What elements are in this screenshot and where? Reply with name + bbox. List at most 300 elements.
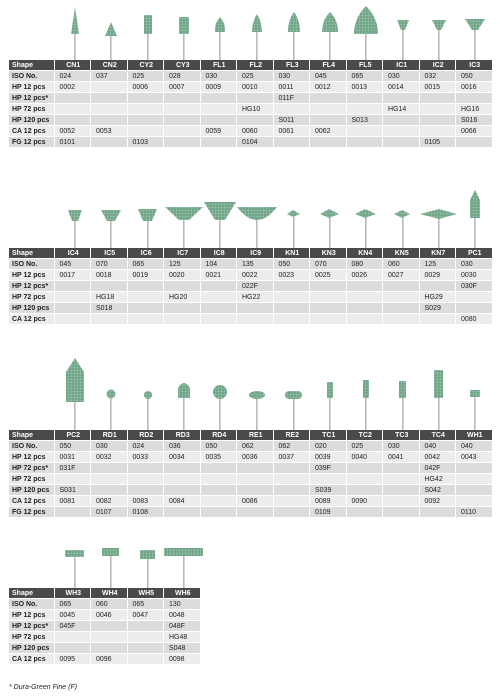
table-cell [237, 463, 274, 474]
row-label: HP 72 pcs* [9, 463, 54, 474]
table-row [9, 115, 492, 126]
table-cell: 050 [456, 71, 493, 82]
shape-code: WH4 [91, 588, 128, 599]
table-header-row [9, 588, 200, 599]
shape-code: CY2 [127, 60, 164, 71]
table-row [9, 441, 492, 452]
table-cell [419, 281, 456, 292]
table-cell: 050 [273, 259, 310, 270]
row-label: CA 12 pcs [9, 314, 54, 325]
table-cell [127, 104, 164, 115]
table-cell: 0103 [127, 137, 164, 148]
table-cell [346, 104, 383, 115]
table-cell [200, 463, 237, 474]
shape-code: CY3 [164, 60, 201, 71]
table-cell [237, 93, 274, 104]
table-cell: 0110 [456, 507, 493, 518]
table-cell: 0059 [200, 126, 237, 137]
table-cell [200, 93, 237, 104]
bur-IC9-icon [237, 207, 277, 248]
spec-table-4 [9, 588, 201, 665]
table-cell [237, 303, 274, 314]
table-row [9, 82, 492, 93]
table-cell: 045 [54, 259, 91, 270]
table-row [9, 474, 492, 485]
table-cell: 0019 [127, 270, 164, 281]
table-row [9, 137, 492, 148]
bur-CY2-icon [144, 15, 152, 60]
shape-code: IC9 [237, 248, 274, 259]
table-cell [54, 104, 91, 115]
table-cell [237, 474, 274, 485]
bur-TC3-icon [399, 381, 406, 430]
table-cell [127, 314, 164, 325]
row-label: HP 12 pcs [9, 452, 54, 463]
table-cell: 0066 [456, 126, 493, 137]
table-cell: 025 [237, 71, 274, 82]
table-cell [346, 93, 383, 104]
table-cell [419, 314, 456, 325]
table-cell [383, 496, 420, 507]
table-cell: 070 [91, 259, 128, 270]
table-cell: 0021 [200, 270, 237, 281]
row-label: ISO No. [9, 259, 54, 270]
table-cell [127, 463, 164, 474]
table-cell [200, 507, 237, 518]
table-cell [200, 474, 237, 485]
table-row [9, 507, 492, 518]
table-cell: 0060 [237, 126, 274, 137]
bur-FL2-icon [252, 14, 262, 60]
table-cell [456, 93, 493, 104]
table-cell: 0090 [346, 496, 383, 507]
bur-RD2-icon [144, 391, 152, 430]
table-cell: 0089 [310, 496, 347, 507]
shape-code: IC4 [54, 248, 91, 259]
table-cell [383, 463, 420, 474]
row-label: HP 120 pcs [9, 303, 54, 314]
table-row [9, 303, 492, 314]
table-cell [91, 281, 128, 292]
shape-code: KN5 [383, 248, 420, 259]
table-cell [346, 485, 383, 496]
table-cell [237, 115, 274, 126]
shape-code: IC1 [383, 60, 420, 71]
row-label: HP 72 pcs [9, 292, 54, 303]
table-cell: HG14 [383, 104, 420, 115]
table-cell: 0048 [164, 610, 201, 621]
table-row [9, 126, 492, 137]
table-cell [127, 632, 164, 643]
table-cell: HG22 [237, 292, 274, 303]
table-cell [164, 137, 201, 148]
table-cell: 0046 [91, 610, 128, 621]
table-cell [91, 137, 128, 148]
table-cell: 125 [419, 259, 456, 270]
table-cell [91, 82, 128, 93]
bur-CN2-icon [105, 22, 117, 60]
table-cell: 0015 [419, 82, 456, 93]
table-cell: 0033 [127, 452, 164, 463]
table-cell: 045 [310, 71, 347, 82]
bur-TC4-icon [434, 370, 443, 430]
table-cell [273, 137, 310, 148]
row-label: HP 72 pcs [9, 104, 54, 115]
bur-images-row-3 [9, 356, 493, 430]
table-cell [310, 104, 347, 115]
table-row [9, 485, 492, 496]
shape-code: RE2 [273, 430, 310, 441]
table-cell [164, 104, 201, 115]
table-cell [383, 115, 420, 126]
table-cell: 0030 [456, 270, 493, 281]
table-cell: 0023 [273, 270, 310, 281]
table-cell [127, 93, 164, 104]
table-cell: 0020 [164, 270, 201, 281]
table-cell [91, 621, 128, 632]
bur-WH5-icon [140, 550, 155, 588]
table-cell [127, 485, 164, 496]
table-cell: 125 [164, 259, 201, 270]
table-cell: 0052 [54, 126, 91, 137]
bur-WH1-icon [470, 390, 480, 430]
bur-RD3-icon [178, 383, 190, 430]
table-cell: 065 [54, 599, 91, 610]
table-cell [310, 115, 347, 126]
table-row [9, 643, 200, 654]
table-cell: 0025 [310, 270, 347, 281]
table-cell: 0011 [273, 82, 310, 93]
table-cell [127, 474, 164, 485]
table-cell: 0032 [91, 452, 128, 463]
table-cell: 0016 [456, 82, 493, 93]
bur-WH4-icon [102, 548, 119, 588]
table-cell: 0037 [273, 452, 310, 463]
row-label: Shape [9, 588, 54, 599]
table-cell [383, 126, 420, 137]
table-cell: 065 [127, 259, 164, 270]
table-cell: 0040 [346, 452, 383, 463]
table-cell [273, 496, 310, 507]
shape-code: KN1 [273, 248, 310, 259]
table-cell: 0043 [456, 452, 493, 463]
table-cell: 031F [54, 463, 91, 474]
table-cell: S039 [310, 485, 347, 496]
table-cell [54, 643, 91, 654]
table-cell: 036 [164, 441, 201, 452]
row-label: Shape [9, 430, 54, 441]
table-cell: HG29 [419, 292, 456, 303]
table-cell [127, 643, 164, 654]
shape-code: IC3 [456, 60, 493, 71]
table-cell [200, 281, 237, 292]
row-label: ISO No. [9, 599, 54, 610]
table-cell [273, 303, 310, 314]
bur-FL3-icon [288, 12, 300, 60]
table-cell [273, 281, 310, 292]
table-cell: 0098 [164, 654, 201, 665]
shape-code: PC1 [456, 248, 493, 259]
shape-code: FL1 [200, 60, 237, 71]
table-cell [237, 485, 274, 496]
table-cell: HG20 [164, 292, 201, 303]
table-cell: 030 [273, 71, 310, 82]
table-cell: 0105 [419, 137, 456, 148]
table-cell [383, 314, 420, 325]
row-label: CA 12 pcs [9, 496, 54, 507]
shape-code: KN7 [419, 248, 456, 259]
bur-images-row-4 [9, 542, 203, 588]
row-label: HP 12 pcs [9, 610, 54, 621]
table-cell [91, 474, 128, 485]
table-cell: 0083 [127, 496, 164, 507]
row-label: HP 72 pcs [9, 474, 54, 485]
table-cell [127, 281, 164, 292]
bur-chart-section-1 [9, 4, 493, 148]
shape-code: FL2 [237, 60, 274, 71]
bur-KN4-icon [355, 209, 376, 248]
table-cell: 025 [127, 71, 164, 82]
table-cell [91, 314, 128, 325]
row-label: HP 120 pcs [9, 643, 54, 654]
shape-code: FL5 [346, 60, 383, 71]
table-cell [200, 292, 237, 303]
table-cell: 030 [383, 441, 420, 452]
spec-table-2 [9, 248, 493, 325]
shape-code: RD4 [200, 430, 237, 441]
table-cell: 0035 [200, 452, 237, 463]
table-row [9, 259, 492, 270]
table-cell: 065 [127, 599, 164, 610]
table-cell [273, 474, 310, 485]
table-cell: 135 [237, 259, 274, 270]
table-cell: S018 [91, 303, 128, 314]
table-cell: 030F [456, 281, 493, 292]
table-cell [164, 93, 201, 104]
table-cell: 0107 [91, 507, 128, 518]
table-cell [273, 507, 310, 518]
bur-chart-section-4 [9, 542, 203, 665]
bur-IC4-icon [68, 210, 82, 248]
table-cell [164, 485, 201, 496]
shape-code: IC6 [127, 248, 164, 259]
table-cell [127, 621, 164, 632]
table-cell: 028 [164, 71, 201, 82]
table-cell [346, 507, 383, 518]
table-cell: 0053 [91, 126, 128, 137]
table-cell [200, 496, 237, 507]
table-row [9, 281, 492, 292]
table-cell: 040 [456, 441, 493, 452]
table-row [9, 632, 200, 643]
table-cell: 0109 [310, 507, 347, 518]
table-cell [164, 281, 201, 292]
bur-KN3-icon [320, 209, 339, 248]
row-label: HP 12 pcs [9, 82, 54, 93]
table-cell [273, 292, 310, 303]
shape-code: PC2 [54, 430, 91, 441]
table-cell: 0022 [237, 270, 274, 281]
table-cell [346, 474, 383, 485]
row-label: HP 120 pcs [9, 115, 54, 126]
table-cell: HG18 [91, 292, 128, 303]
table-cell [54, 292, 91, 303]
table-cell: 060 [383, 259, 420, 270]
table-cell: 020 [310, 441, 347, 452]
shape-code: RD2 [127, 430, 164, 441]
table-cell: 0029 [419, 270, 456, 281]
table-row [9, 71, 492, 82]
table-cell [91, 485, 128, 496]
spec-table-1 [9, 60, 493, 148]
table-cell [383, 474, 420, 485]
table-cell: 0006 [127, 82, 164, 93]
table-cell: S029 [419, 303, 456, 314]
table-cell: 0101 [54, 137, 91, 148]
bur-CY3-icon [179, 17, 189, 60]
shape-code: IC7 [164, 248, 201, 259]
table-cell: 0042 [419, 452, 456, 463]
bur-RD1-icon [107, 390, 116, 431]
table-cell [310, 137, 347, 148]
bur-RE1-icon [249, 391, 265, 430]
table-cell [419, 507, 456, 518]
table-cell [383, 137, 420, 148]
table-row [9, 654, 200, 665]
table-cell: 0007 [164, 82, 201, 93]
footnote: * Dura-Green Fine (F) [9, 684, 78, 691]
table-cell: HG48 [164, 632, 201, 643]
table-row [9, 463, 492, 474]
table-cell: 030 [91, 441, 128, 452]
table-cell: 0104 [237, 137, 274, 148]
table-cell [419, 93, 456, 104]
shape-code: RD3 [164, 430, 201, 441]
table-cell: 130 [164, 599, 201, 610]
table-cell: 0092 [419, 496, 456, 507]
row-label: Shape [9, 60, 54, 71]
bur-CN1-icon [71, 7, 79, 60]
row-label: CA 12 pcs [9, 654, 54, 665]
table-cell [346, 281, 383, 292]
table-cell [273, 314, 310, 325]
row-label: Shape [9, 248, 54, 259]
shape-code: TC3 [383, 430, 420, 441]
table-cell: 030 [456, 259, 493, 270]
table-cell [456, 137, 493, 148]
table-cell [164, 314, 201, 325]
shape-code: FL4 [310, 60, 347, 71]
table-cell: 080 [346, 259, 383, 270]
shape-code: RE1 [237, 430, 274, 441]
bur-IC3-icon [465, 19, 485, 60]
shape-code: IC2 [419, 60, 456, 71]
table-cell [310, 474, 347, 485]
row-label: ISO No. [9, 71, 54, 82]
table-cell [54, 93, 91, 104]
table-cell [127, 115, 164, 126]
table-cell: 050 [54, 441, 91, 452]
table-cell [273, 485, 310, 496]
bur-FL1-icon [215, 17, 225, 60]
bur-IC6-icon [138, 209, 157, 248]
bur-PC1-icon [470, 190, 480, 248]
bur-WH3-icon [65, 550, 84, 588]
table-cell [346, 137, 383, 148]
table-cell: 0012 [310, 82, 347, 93]
bur-IC8-icon [204, 202, 236, 248]
table-header-row [9, 248, 492, 259]
table-cell [127, 292, 164, 303]
row-label: HP 120 pcs [9, 485, 54, 496]
row-label: HP 72 pcs [9, 632, 54, 643]
table-cell: 104 [200, 259, 237, 270]
table-cell [164, 507, 201, 518]
row-label: ISO No. [9, 441, 54, 452]
table-cell [237, 507, 274, 518]
shape-code: WH3 [54, 588, 91, 599]
table-cell [164, 474, 201, 485]
table-cell [456, 485, 493, 496]
table-cell [54, 281, 91, 292]
table-cell [383, 507, 420, 518]
table-cell [200, 137, 237, 148]
table-cell: 0017 [54, 270, 91, 281]
table-cell [456, 463, 493, 474]
table-cell: 0041 [383, 452, 420, 463]
table-cell [91, 632, 128, 643]
table-cell: S016 [456, 115, 493, 126]
table-cell: 060 [91, 599, 128, 610]
table-cell [237, 314, 274, 325]
table-cell [54, 474, 91, 485]
bur-images-row-2 [9, 190, 493, 248]
shape-code: WH1 [456, 430, 493, 441]
table-cell [383, 303, 420, 314]
table-cell [127, 654, 164, 665]
table-row [9, 599, 200, 610]
shape-code: WH5 [127, 588, 164, 599]
table-cell: 022F [237, 281, 274, 292]
table-cell [310, 281, 347, 292]
bur-images-row-1 [9, 4, 493, 60]
table-cell [273, 104, 310, 115]
table-cell: 0108 [127, 507, 164, 518]
table-cell: 0034 [164, 452, 201, 463]
table-cell: 0084 [164, 496, 201, 507]
shape-code: FL3 [273, 60, 310, 71]
table-cell: 0013 [346, 82, 383, 93]
bur-FL5-icon [354, 6, 378, 60]
table-cell: 0086 [237, 496, 274, 507]
table-cell: HG16 [456, 104, 493, 115]
table-cell: 0047 [127, 610, 164, 621]
table-cell: 030 [383, 71, 420, 82]
row-label: FG 12 pcs [9, 137, 54, 148]
shape-code: TC2 [346, 430, 383, 441]
table-cell: 050 [200, 441, 237, 452]
table-cell: 0039 [310, 452, 347, 463]
bur-KN5-icon [394, 210, 410, 248]
table-cell [310, 314, 347, 325]
table-cell: 025 [346, 441, 383, 452]
shape-code: IC8 [200, 248, 237, 259]
table-cell [456, 303, 493, 314]
table-cell: 032 [419, 71, 456, 82]
table-cell [310, 93, 347, 104]
shape-code: CN2 [91, 60, 128, 71]
shape-code: KN4 [346, 248, 383, 259]
